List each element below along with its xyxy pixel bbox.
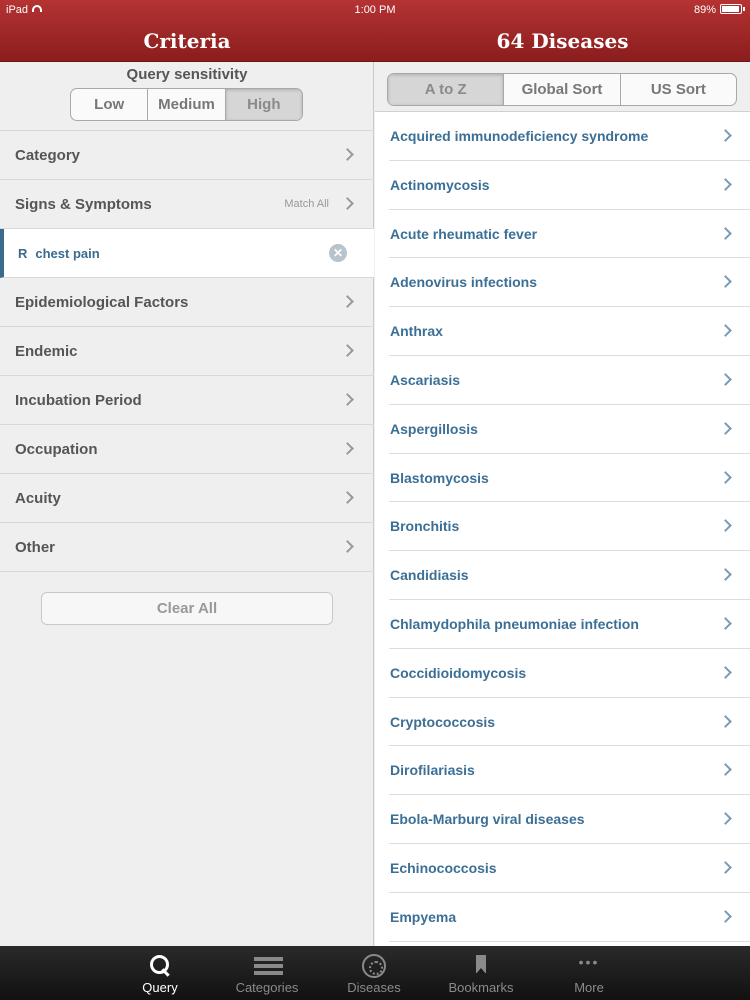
disease-list-item[interactable] <box>389 454 750 503</box>
disease-list-item[interactable] <box>389 112 750 161</box>
sort-segmented-control <box>387 73 737 106</box>
chevron-right-icon <box>719 568 732 581</box>
criteria-label: Category <box>15 147 81 164</box>
chevron-right-icon <box>719 861 732 874</box>
disease-list-item[interactable] <box>389 795 750 844</box>
chevron-right-icon <box>719 520 732 533</box>
disease-name: Echinococcosis <box>390 859 497 876</box>
criteria-pane <box>0 62 374 946</box>
top-navigation-bar <box>0 0 750 62</box>
chevron-right-icon <box>719 617 732 630</box>
disease-list-item[interactable] <box>389 844 750 893</box>
criteria-item-acuity[interactable] <box>0 474 374 523</box>
tab-label: More <box>574 980 604 995</box>
tab-diseases[interactable] <box>324 946 424 1000</box>
tab-more[interactable] <box>539 946 639 1000</box>
disease-list-item[interactable] <box>389 698 750 747</box>
criteria-label: Signs & Symptoms <box>15 196 152 213</box>
criteria-label: Other <box>15 539 56 556</box>
germ-icon <box>362 954 386 978</box>
chevron-right-icon <box>719 276 732 289</box>
query-sensitivity-label: Query sensitivity <box>126 66 248 83</box>
tab-label: Query <box>142 980 178 995</box>
criteria-item-signs-symptoms[interactable] <box>0 180 374 229</box>
chevron-right-icon <box>719 763 732 776</box>
disease-name: Bronchitis <box>390 518 460 535</box>
criteria-item-category[interactable] <box>0 131 374 180</box>
criteria-label: Endemic <box>15 343 78 360</box>
chevron-right-icon <box>719 910 732 923</box>
disease-list-item[interactable] <box>389 210 750 259</box>
list-icon <box>255 954 279 978</box>
chevron-right-icon <box>341 295 354 308</box>
chevron-right-icon <box>719 666 732 679</box>
criteria-item-epidemiological-factors[interactable] <box>0 278 374 327</box>
tab-categories[interactable] <box>217 946 317 1000</box>
disease-name: Blastomycosis <box>390 469 489 486</box>
criteria-label: Epidemiological Factors <box>15 294 189 311</box>
tab-label: Bookmarks <box>448 980 514 995</box>
disease-name: Cryptococcosis <box>390 713 496 730</box>
criteria-label: Acuity <box>15 490 61 507</box>
criteria-item-endemic[interactable] <box>0 327 374 376</box>
disease-name: Acute rheumatic fever <box>390 225 538 242</box>
battery-percent: 89% <box>693 4 716 16</box>
chevron-right-icon <box>719 715 732 728</box>
disease-list-item[interactable] <box>389 405 750 454</box>
disease-name: Coccidioidomycosis <box>390 664 527 681</box>
status-bar <box>0 0 750 20</box>
criteria-title: Criteria <box>143 29 231 53</box>
chevron-right-icon <box>719 471 732 484</box>
criteria-label: Occupation <box>15 441 98 458</box>
disease-list-item[interactable] <box>389 161 750 210</box>
sensitivity-segmented-control <box>70 88 303 121</box>
bookmark-icon <box>469 954 493 978</box>
chevron-right-icon <box>341 148 354 161</box>
diseases-pane <box>375 62 750 946</box>
tab-label: Categories <box>235 980 299 995</box>
disease-list-item[interactable] <box>389 551 750 600</box>
sensitivity-medium-button[interactable]: Medium <box>148 89 225 120</box>
criteria-item-occupation[interactable] <box>0 425 374 474</box>
disease-list-item[interactable] <box>389 893 750 942</box>
disease-list-item[interactable] <box>389 258 750 307</box>
criteria-label: Incubation Period <box>15 392 142 409</box>
chevron-right-icon <box>719 178 732 191</box>
status-time: 1:00 PM <box>354 4 396 16</box>
disease-list-item[interactable] <box>389 600 750 649</box>
chevron-right-icon <box>341 344 354 357</box>
more-icon: ••• <box>578 954 600 970</box>
battery-icon <box>720 4 742 14</box>
remove-symptom-icon[interactable]: ✕ <box>329 244 347 262</box>
criteria-item-other[interactable] <box>0 523 374 572</box>
disease-list <box>375 112 750 942</box>
sensitivity-high-button[interactable]: High <box>226 89 302 120</box>
chevron-right-icon <box>341 393 354 406</box>
criteria-item-incubation-period[interactable] <box>0 376 374 425</box>
disease-name: Acquired immunodeficiency syndrome <box>390 128 649 144</box>
sort-global-button[interactable]: Global Sort <box>504 74 620 105</box>
disease-list-item[interactable] <box>389 307 750 356</box>
diseases-count-title: 64 Diseases <box>496 29 629 53</box>
chevron-right-icon <box>341 442 354 455</box>
disease-list-item[interactable] <box>389 502 750 551</box>
disease-name: Ascariasis <box>390 371 461 388</box>
tab-label: Diseases <box>347 980 401 995</box>
selected-symptom-row[interactable] <box>0 229 374 278</box>
chevron-right-icon <box>719 324 732 337</box>
sort-header <box>375 62 750 112</box>
chevron-right-icon <box>719 812 732 825</box>
disease-name: Chlamydophila pneumoniae infection <box>390 615 639 632</box>
device-name: iPad <box>6 4 29 16</box>
symptom-label: chest pain <box>35 246 100 261</box>
disease-name: Adenovirus infections <box>390 274 538 291</box>
chevron-right-icon <box>719 422 732 435</box>
disease-name: Empyema <box>390 908 457 925</box>
chevron-right-icon <box>341 540 354 553</box>
tab-bookmarks[interactable] <box>431 946 531 1000</box>
search-icon <box>148 954 172 978</box>
sensitivity-low-button[interactable]: Low <box>71 89 148 120</box>
tab-query[interactable] <box>110 946 210 1000</box>
clear-all-button[interactable]: Clear All <box>41 592 333 625</box>
disease-name: Ebola-Marburg viral diseases <box>390 811 585 828</box>
match-all-label: Match All <box>284 198 329 210</box>
sort-a-to-z-button[interactable]: A to Z <box>388 74 504 105</box>
disease-list-item[interactable] <box>389 356 750 405</box>
chevron-right-icon <box>341 197 354 210</box>
symptom-tag: R <box>18 246 28 261</box>
chevron-right-icon <box>719 227 732 240</box>
chevron-right-icon <box>719 129 732 142</box>
disease-name: Dirofilariasis <box>390 762 475 779</box>
disease-name: Actinomycosis <box>390 176 490 193</box>
criteria-list <box>0 130 374 572</box>
disease-name: Aspergillosis <box>390 420 478 437</box>
disease-list-item[interactable] <box>389 746 750 795</box>
disease-list-item[interactable] <box>389 649 750 698</box>
tab-bar <box>0 946 750 1000</box>
disease-name: Anthrax <box>390 323 443 340</box>
disease-name: Candidiasis <box>390 567 469 584</box>
sort-us-button[interactable]: US Sort <box>650 81 706 98</box>
chevron-right-icon <box>719 373 732 386</box>
chevron-right-icon <box>341 491 354 504</box>
